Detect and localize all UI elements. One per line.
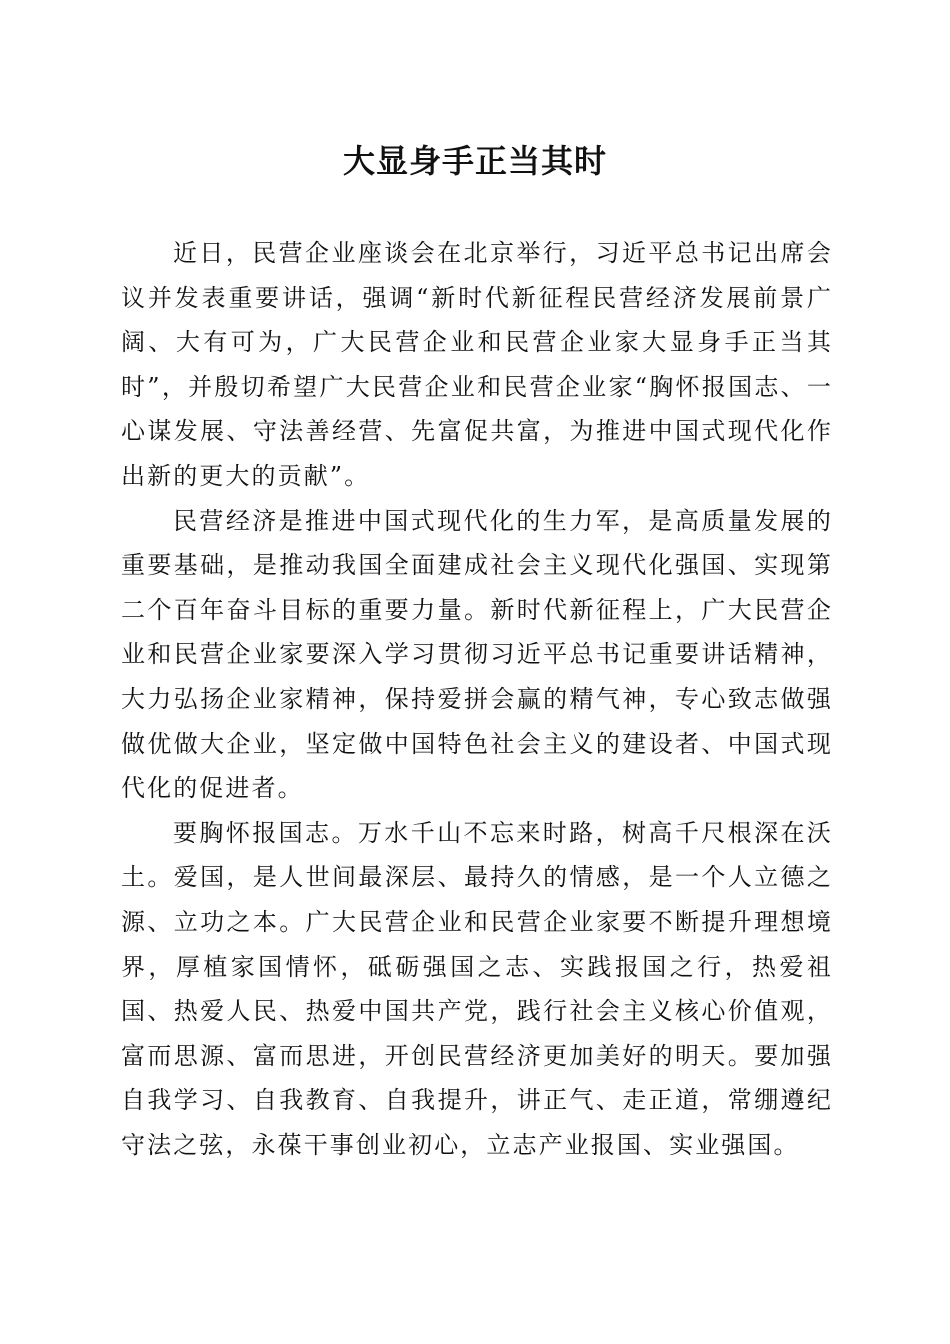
document-title: 大显身手正当其时: [342, 142, 607, 180]
paragraph-3: 要胸怀报国志。万水千山不忘来时路，树高千尺根深在沃土。爱国，是人世间最深层、最持久的情感，是一个人立德之源、立功之本。广大民营企业和民营企业家要不断提升理想境界，厚植家国情怀，砥砺强国之志、实践报国之行，热爱祖国、热爱人民、热爱中国共产党，践行社会主义核心价值观，富而思源、富而思进，开创民营经济更加美好的明天。要加强自我学习、自我教育、自我提升，讲正气、走正道，常绷遵纪守法之弦，永葆干事创业初心，立志产业报国、实业强国。: [121, 818, 833, 1159]
paragraph-2: 民营经济是推进中国式现代化的生力军，是高质量发展的重要基础，是推动我国全面建成社会主义现代化强国、实现第二个百年奋斗目标的重要力量。新时代新征程上，广大民营企业和民营企业家要深入学习贯彻习近平总书记重要讲话精神，大力弘扬企业家精神，保持爱拼会赢的精气神，专心致志做强做优做大企业，坚定做中国特色社会主义的建设者、中国式现代化的促进者。: [121, 506, 833, 803]
document-body: [121, 231, 833, 1167]
paragraph-1: 近日，民营企业座谈会在北京举行，习近平总书记出席会议并发表重要讲话，强调“新时代新征程民营经济发展前景广阔、大有可为，广大民营企业和民营企业家大显身手正当其时”，并殷切希望广大民营企业和民营企业家“胸怀报国志、一心谋发展、守法善经营、先富促共富，为推进中国式现代化作出新的更大的贡献”。: [121, 239, 833, 490]
